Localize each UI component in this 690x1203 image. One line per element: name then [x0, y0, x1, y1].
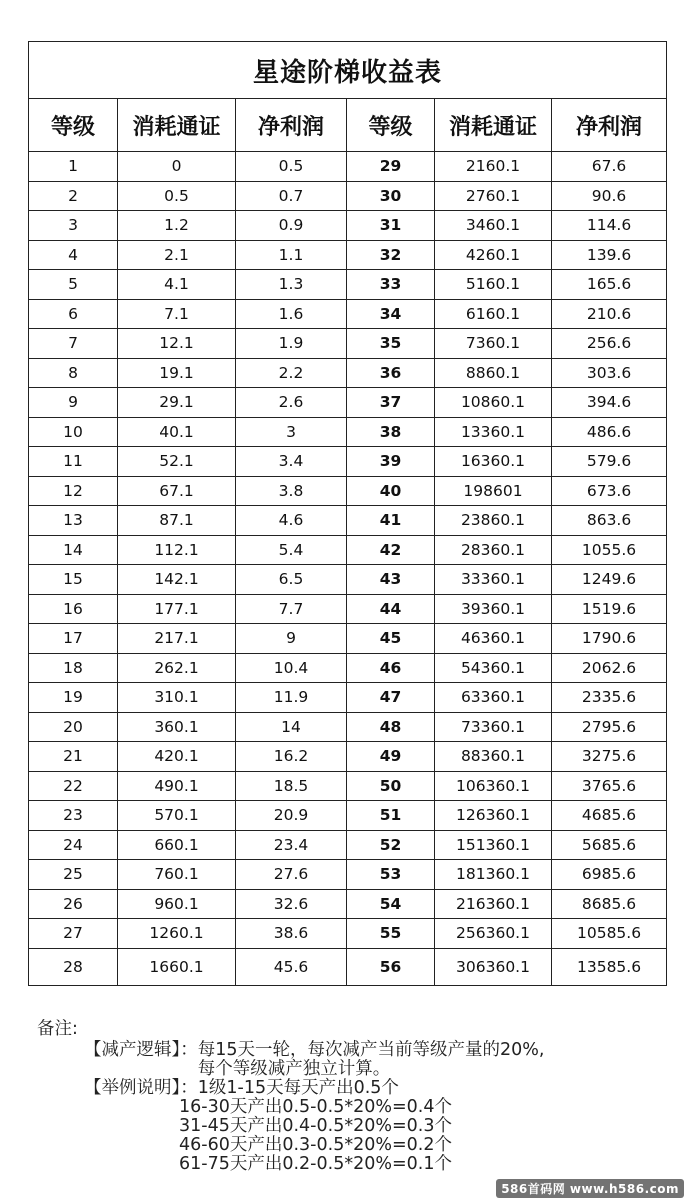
- profit-cell: 45.6: [236, 948, 347, 985]
- table-row: [29, 240, 667, 270]
- table-row: [29, 476, 667, 506]
- level-cell: 13: [29, 506, 118, 536]
- header-level: 等级: [29, 99, 118, 152]
- header-profit: 净利润: [552, 99, 667, 152]
- cost-cell: 28360.1: [435, 535, 552, 565]
- profit-cell: 11.9: [236, 683, 347, 713]
- profit-cell: 3.8: [236, 476, 347, 506]
- cost-cell: 7360.1: [435, 329, 552, 359]
- profit-cell: 9: [236, 624, 347, 654]
- cost-cell: 4.1: [118, 270, 236, 300]
- table-row: [29, 594, 667, 624]
- level-cell: 49: [347, 742, 435, 772]
- level-cell: 28: [29, 948, 118, 985]
- level-cell: 15: [29, 565, 118, 595]
- cost-cell: 13360.1: [435, 417, 552, 447]
- cost-cell: 19.1: [118, 358, 236, 388]
- cost-cell: 4260.1: [435, 240, 552, 270]
- profit-cell: 3: [236, 417, 347, 447]
- cost-cell: 106360.1: [435, 771, 552, 801]
- header-profit: 净利润: [236, 99, 347, 152]
- level-cell: 3: [29, 211, 118, 241]
- notes-section: [37, 1020, 657, 1174]
- level-cell: 9: [29, 388, 118, 418]
- profit-cell: 1.1: [236, 240, 347, 270]
- profit-cell: 38.6: [236, 919, 347, 949]
- level-cell: 27: [29, 919, 118, 949]
- header-cost: 消耗通证: [118, 99, 236, 152]
- cost-cell: 88360.1: [435, 742, 552, 772]
- cost-cell: 3460.1: [435, 211, 552, 241]
- level-cell: 45: [347, 624, 435, 654]
- cost-cell: 63360.1: [435, 683, 552, 713]
- profit-cell: 16.2: [236, 742, 347, 772]
- profit-cell: 20.9: [236, 801, 347, 831]
- example-note: [84, 1079, 657, 1098]
- reduction-logic-note: [84, 1041, 657, 1079]
- table-row: [29, 889, 667, 919]
- table-row: [29, 742, 667, 772]
- level-cell: 35: [347, 329, 435, 359]
- cost-cell: 2760.1: [435, 181, 552, 211]
- reduction-logic-line: 每个等级减产独立计算。: [197, 1059, 391, 1079]
- profit-cell: 486.6: [552, 417, 667, 447]
- level-cell: 12: [29, 476, 118, 506]
- cost-cell: 40.1: [118, 417, 236, 447]
- profit-cell: 863.6: [552, 506, 667, 536]
- table-row: [29, 830, 667, 860]
- cost-cell: 198601: [435, 476, 552, 506]
- profit-cell: 2.2: [236, 358, 347, 388]
- profit-cell: 4685.6: [552, 801, 667, 831]
- level-cell: 29: [347, 152, 435, 182]
- cost-cell: 217.1: [118, 624, 236, 654]
- profit-cell: 1790.6: [552, 624, 667, 654]
- level-cell: 30: [347, 181, 435, 211]
- level-cell: 56: [347, 948, 435, 985]
- level-cell: 1: [29, 152, 118, 182]
- table-row: [29, 329, 667, 359]
- profit-cell: 32.6: [236, 889, 347, 919]
- header-cost: 消耗通证: [435, 99, 552, 152]
- cost-cell: 256360.1: [435, 919, 552, 949]
- cost-cell: 8860.1: [435, 358, 552, 388]
- level-cell: 6: [29, 299, 118, 329]
- profit-cell: 210.6: [552, 299, 667, 329]
- profit-cell: 14: [236, 712, 347, 742]
- cost-cell: 0.5: [118, 181, 236, 211]
- profit-cell: 10.4: [236, 653, 347, 683]
- cost-cell: 5160.1: [435, 270, 552, 300]
- profit-cell: 165.6: [552, 270, 667, 300]
- table-row: [29, 388, 667, 418]
- cost-cell: 29.1: [118, 388, 236, 418]
- level-cell: 50: [347, 771, 435, 801]
- profit-cell: 23.4: [236, 830, 347, 860]
- profit-cell: 6.5: [236, 565, 347, 595]
- table-row: [29, 506, 667, 536]
- table-row: [29, 860, 667, 890]
- cost-cell: 6160.1: [435, 299, 552, 329]
- level-cell: 32: [347, 240, 435, 270]
- level-cell: 23: [29, 801, 118, 831]
- cost-cell: 142.1: [118, 565, 236, 595]
- cost-cell: 54360.1: [435, 653, 552, 683]
- example-line: 16-30天产出0.5-0.5*20%=0.4个: [179, 1097, 452, 1117]
- site-watermark: 586首码网 www.h586.com: [496, 1179, 684, 1198]
- profit-cell: 303.6: [552, 358, 667, 388]
- level-cell: 34: [347, 299, 435, 329]
- header-row: [29, 99, 667, 152]
- level-cell: 44: [347, 594, 435, 624]
- profit-cell: 1.3: [236, 270, 347, 300]
- table-row: [29, 624, 667, 654]
- level-cell: 24: [29, 830, 118, 860]
- table-row: [29, 447, 667, 477]
- level-cell: 36: [347, 358, 435, 388]
- profit-cell: 5.4: [236, 535, 347, 565]
- level-cell: 21: [29, 742, 118, 772]
- profit-cell: 1055.6: [552, 535, 667, 565]
- cost-cell: 33360.1: [435, 565, 552, 595]
- cost-cell: 306360.1: [435, 948, 552, 985]
- level-cell: 55: [347, 919, 435, 949]
- example-line: 1级1-15天每天产出0.5个: [197, 1078, 399, 1098]
- profit-cell: 18.5: [236, 771, 347, 801]
- cost-cell: 126360.1: [435, 801, 552, 831]
- table-row: [29, 948, 667, 985]
- level-cell: 18: [29, 653, 118, 683]
- cost-cell: 52.1: [118, 447, 236, 477]
- table-row: [29, 683, 667, 713]
- profit-cell: 8685.6: [552, 889, 667, 919]
- cost-cell: 490.1: [118, 771, 236, 801]
- example-line: 46-60天产出0.3-0.5*20%=0.2个: [179, 1135, 452, 1155]
- level-cell: 37: [347, 388, 435, 418]
- level-cell: 54: [347, 889, 435, 919]
- cost-cell: 23860.1: [435, 506, 552, 536]
- profit-cell: 673.6: [552, 476, 667, 506]
- cost-cell: 960.1: [118, 889, 236, 919]
- cost-cell: 181360.1: [435, 860, 552, 890]
- level-cell: 20: [29, 712, 118, 742]
- level-cell: 33: [347, 270, 435, 300]
- level-cell: 43: [347, 565, 435, 595]
- earnings-table: [28, 41, 667, 986]
- table-title: 星途阶梯收益表: [29, 42, 667, 99]
- table-row: [29, 211, 667, 241]
- level-cell: 48: [347, 712, 435, 742]
- table-row: [29, 919, 667, 949]
- cost-cell: 360.1: [118, 712, 236, 742]
- profit-cell: 6985.6: [552, 860, 667, 890]
- level-cell: 31: [347, 211, 435, 241]
- cost-cell: 151360.1: [435, 830, 552, 860]
- table-row: [29, 181, 667, 211]
- profit-cell: 2.6: [236, 388, 347, 418]
- profit-cell: 13585.6: [552, 948, 667, 985]
- table-row: [29, 358, 667, 388]
- level-cell: 41: [347, 506, 435, 536]
- table-body: [29, 152, 667, 986]
- example-label: 【举例说明】：: [84, 1078, 198, 1098]
- cost-cell: 570.1: [118, 801, 236, 831]
- profit-cell: 27.6: [236, 860, 347, 890]
- level-cell: 14: [29, 535, 118, 565]
- profit-cell: 1.9: [236, 329, 347, 359]
- cost-cell: 420.1: [118, 742, 236, 772]
- reduction-logic-line: 每15天一轮，每次减产当前等级产量的20%,: [197, 1040, 545, 1060]
- profit-cell: 1519.6: [552, 594, 667, 624]
- level-cell: 17: [29, 624, 118, 654]
- cost-cell: 39360.1: [435, 594, 552, 624]
- example-line: 31-45天产出0.4-0.5*20%=0.3个: [179, 1116, 452, 1136]
- table-row: [29, 653, 667, 683]
- level-cell: 40: [347, 476, 435, 506]
- table-row: [29, 417, 667, 447]
- cost-cell: 1.2: [118, 211, 236, 241]
- profit-cell: 256.6: [552, 329, 667, 359]
- level-cell: 4: [29, 240, 118, 270]
- level-cell: 52: [347, 830, 435, 860]
- profit-cell: 394.6: [552, 388, 667, 418]
- profit-cell: 579.6: [552, 447, 667, 477]
- table-row: [29, 535, 667, 565]
- profit-cell: 67.6: [552, 152, 667, 182]
- cost-cell: 16360.1: [435, 447, 552, 477]
- profit-cell: 0.7: [236, 181, 347, 211]
- cost-cell: 87.1: [118, 506, 236, 536]
- level-cell: 42: [347, 535, 435, 565]
- profit-cell: 4.6: [236, 506, 347, 536]
- table-row: [29, 270, 667, 300]
- notes-title: 备注:: [37, 1019, 78, 1039]
- table-row: [29, 565, 667, 595]
- profit-cell: 7.7: [236, 594, 347, 624]
- level-cell: 26: [29, 889, 118, 919]
- cost-cell: 112.1: [118, 535, 236, 565]
- profit-cell: 2062.6: [552, 653, 667, 683]
- earnings-table-container: [28, 41, 666, 986]
- level-cell: 10: [29, 417, 118, 447]
- cost-cell: 7.1: [118, 299, 236, 329]
- profit-cell: 3765.6: [552, 771, 667, 801]
- level-cell: 2: [29, 181, 118, 211]
- level-cell: 19: [29, 683, 118, 713]
- profit-cell: 1249.6: [552, 565, 667, 595]
- profit-cell: 0.9: [236, 211, 347, 241]
- level-cell: 5: [29, 270, 118, 300]
- profit-cell: 3.4: [236, 447, 347, 477]
- level-cell: 22: [29, 771, 118, 801]
- level-cell: 7: [29, 329, 118, 359]
- table-row: [29, 712, 667, 742]
- level-cell: 39: [347, 447, 435, 477]
- cost-cell: 10860.1: [435, 388, 552, 418]
- cost-cell: 660.1: [118, 830, 236, 860]
- profit-cell: 2795.6: [552, 712, 667, 742]
- level-cell: 51: [347, 801, 435, 831]
- cost-cell: 2160.1: [435, 152, 552, 182]
- cost-cell: 2.1: [118, 240, 236, 270]
- level-cell: 53: [347, 860, 435, 890]
- level-cell: 46: [347, 653, 435, 683]
- table-row: [29, 152, 667, 182]
- cost-cell: 1660.1: [118, 948, 236, 985]
- cost-cell: 262.1: [118, 653, 236, 683]
- profit-cell: 139.6: [552, 240, 667, 270]
- cost-cell: 177.1: [118, 594, 236, 624]
- level-cell: 25: [29, 860, 118, 890]
- table-row: [29, 771, 667, 801]
- cost-cell: 67.1: [118, 476, 236, 506]
- header-level: 等级: [347, 99, 435, 152]
- cost-cell: 0: [118, 152, 236, 182]
- example-line: 61-75天产出0.2-0.5*20%=0.1个: [179, 1154, 452, 1174]
- cost-cell: 1260.1: [118, 919, 236, 949]
- table-row: [29, 801, 667, 831]
- cost-cell: 12.1: [118, 329, 236, 359]
- level-cell: 16: [29, 594, 118, 624]
- level-cell: 11: [29, 447, 118, 477]
- cost-cell: 760.1: [118, 860, 236, 890]
- level-cell: 47: [347, 683, 435, 713]
- cost-cell: 73360.1: [435, 712, 552, 742]
- profit-cell: 90.6: [552, 181, 667, 211]
- profit-cell: 3275.6: [552, 742, 667, 772]
- profit-cell: 114.6: [552, 211, 667, 241]
- reduction-logic-label: 【减产逻辑】：: [84, 1040, 198, 1060]
- cost-cell: 216360.1: [435, 889, 552, 919]
- cost-cell: 310.1: [118, 683, 236, 713]
- profit-cell: 10585.6: [552, 919, 667, 949]
- profit-cell: 1.6: [236, 299, 347, 329]
- level-cell: 8: [29, 358, 118, 388]
- profit-cell: 2335.6: [552, 683, 667, 713]
- profit-cell: 5685.6: [552, 830, 667, 860]
- profit-cell: 0.5: [236, 152, 347, 182]
- cost-cell: 46360.1: [435, 624, 552, 654]
- level-cell: 38: [347, 417, 435, 447]
- table-row: [29, 299, 667, 329]
